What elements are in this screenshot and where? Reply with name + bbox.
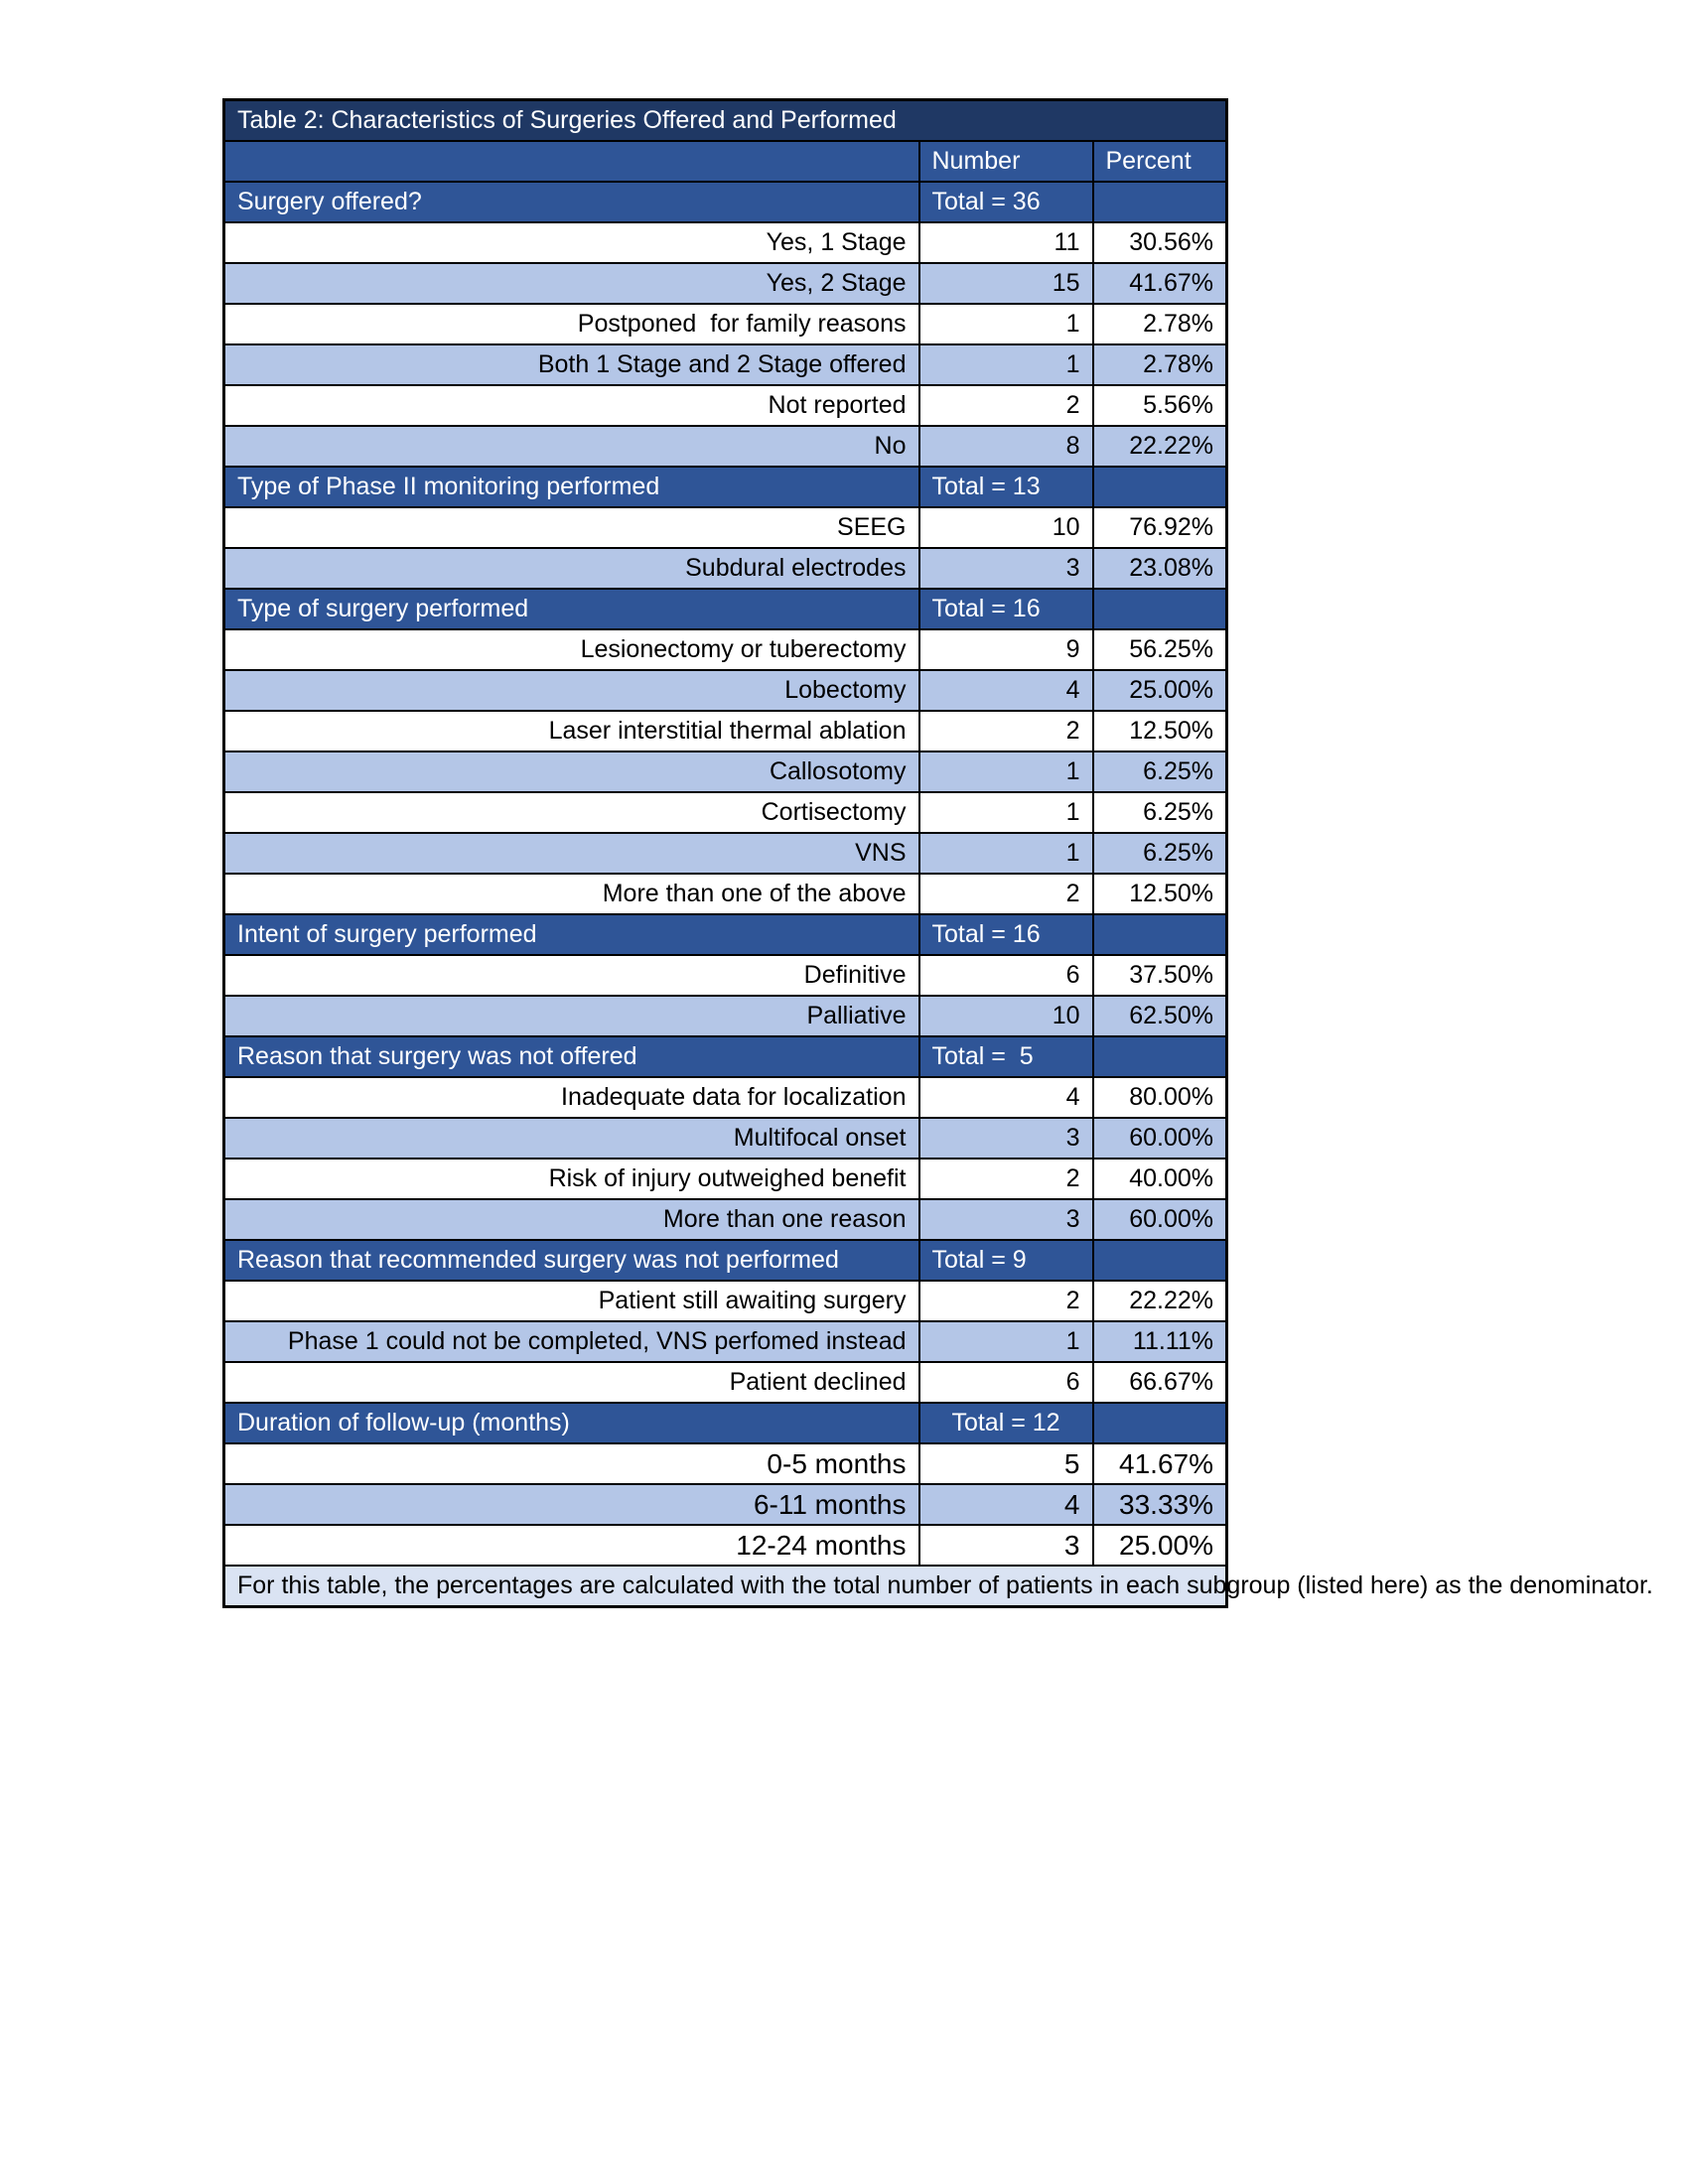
- section-header-row: [224, 182, 1227, 222]
- section-empty-cell: [1093, 182, 1227, 222]
- row-number: 6: [919, 1362, 1093, 1403]
- row-label: SEEG: [224, 507, 919, 548]
- row-label: More than one of the above: [224, 874, 919, 914]
- row-label: Callosotomy: [224, 751, 919, 792]
- section-label: Duration of follow-up (months): [224, 1403, 919, 1443]
- row-number: 1: [919, 833, 1093, 874]
- table-row: [224, 1362, 1227, 1403]
- row-percent: 60.00%: [1093, 1199, 1227, 1240]
- row-label: Patient declined: [224, 1362, 919, 1403]
- row-number: 4: [919, 670, 1093, 711]
- row-label: Lobectomy: [224, 670, 919, 711]
- table-row: [224, 222, 1227, 263]
- section-total: Total = 16: [919, 589, 1093, 629]
- section-header-row: [224, 1240, 1227, 1281]
- row-number: 3: [919, 1199, 1093, 1240]
- section-label: Surgery offered?: [224, 182, 919, 222]
- table-row: [224, 1321, 1227, 1362]
- row-percent: 41.67%: [1093, 1443, 1227, 1484]
- row-percent: 66.67%: [1093, 1362, 1227, 1403]
- row-number: 8: [919, 426, 1093, 467]
- table-row: [224, 1484, 1227, 1525]
- column-header-row: [224, 141, 1227, 182]
- section-total: Total = 36: [919, 182, 1093, 222]
- table-title: Table 2: Characteristics of Surgeries Offered and Performed: [224, 100, 1227, 142]
- header-percent: Percent: [1093, 141, 1227, 182]
- header-empty-cell: [224, 141, 919, 182]
- row-percent: 11.11%: [1093, 1321, 1227, 1362]
- row-percent: 40.00%: [1093, 1159, 1227, 1199]
- row-label: VNS: [224, 833, 919, 874]
- table-row: [224, 1199, 1227, 1240]
- table-row: [224, 1077, 1227, 1118]
- row-number: 10: [919, 507, 1093, 548]
- row-label: No: [224, 426, 919, 467]
- row-number: 1: [919, 792, 1093, 833]
- row-number: 3: [919, 1118, 1093, 1159]
- row-number: 15: [919, 263, 1093, 304]
- table-row: [224, 1525, 1227, 1566]
- row-percent: 33.33%: [1093, 1484, 1227, 1525]
- section-label: Type of surgery performed: [224, 589, 919, 629]
- row-percent: 12.50%: [1093, 711, 1227, 751]
- row-number: 3: [919, 1525, 1093, 1566]
- table-row: [224, 833, 1227, 874]
- row-label: Phase 1 could not be completed, VNS perfomed instead: [224, 1321, 919, 1362]
- table-footnote: For this table, the percentages are calculated with the total number of patients in each subgroup (listed here) as the denominator.: [224, 1566, 1227, 1607]
- row-label: Subdural electrodes: [224, 548, 919, 589]
- row-number: 2: [919, 874, 1093, 914]
- row-percent: 23.08%: [1093, 548, 1227, 589]
- row-number: 2: [919, 1159, 1093, 1199]
- row-number: 2: [919, 1281, 1093, 1321]
- table-title-row: [224, 100, 1227, 142]
- row-number: 4: [919, 1077, 1093, 1118]
- table-row: [224, 996, 1227, 1036]
- section-total: Total = 9: [919, 1240, 1093, 1281]
- row-number: 1: [919, 344, 1093, 385]
- row-number: 11: [919, 222, 1093, 263]
- table-row: [224, 344, 1227, 385]
- row-number: 1: [919, 1321, 1093, 1362]
- row-label: Not reported: [224, 385, 919, 426]
- row-number: 1: [919, 751, 1093, 792]
- table-row: [224, 874, 1227, 914]
- table-row: [224, 1281, 1227, 1321]
- row-percent: 62.50%: [1093, 996, 1227, 1036]
- section-empty-cell: [1093, 1036, 1227, 1077]
- row-label: Postponed for family reasons: [224, 304, 919, 344]
- header-number: Number: [919, 141, 1093, 182]
- row-label: Lesionectomy or tuberectomy: [224, 629, 919, 670]
- row-percent: 25.00%: [1093, 670, 1227, 711]
- row-label: Inadequate data for localization: [224, 1077, 919, 1118]
- row-percent: 60.00%: [1093, 1118, 1227, 1159]
- section-total: Total = 16: [919, 914, 1093, 955]
- section-header-row: [224, 467, 1227, 507]
- row-label: Cortisectomy: [224, 792, 919, 833]
- section-header-row: [224, 589, 1227, 629]
- row-number: 2: [919, 711, 1093, 751]
- table-row: [224, 426, 1227, 467]
- section-header-row: [224, 1403, 1227, 1443]
- row-number: 6: [919, 955, 1093, 996]
- row-percent: 30.56%: [1093, 222, 1227, 263]
- row-number: 4: [919, 1484, 1093, 1525]
- section-empty-cell: [1093, 467, 1227, 507]
- row-label: Definitive: [224, 955, 919, 996]
- row-percent: 2.78%: [1093, 344, 1227, 385]
- section-header-row: [224, 1036, 1227, 1077]
- section-label: Reason that surgery was not offered: [224, 1036, 919, 1077]
- row-percent: 12.50%: [1093, 874, 1227, 914]
- row-label: Palliative: [224, 996, 919, 1036]
- table-row: [224, 304, 1227, 344]
- row-number: 9: [919, 629, 1093, 670]
- table-row: [224, 711, 1227, 751]
- row-percent: 76.92%: [1093, 507, 1227, 548]
- section-header-row: [224, 914, 1227, 955]
- row-label: Yes, 1 Stage: [224, 222, 919, 263]
- row-label: 6-11 months: [224, 1484, 919, 1525]
- row-label: Both 1 Stage and 2 Stage offered: [224, 344, 919, 385]
- row-percent: 41.67%: [1093, 263, 1227, 304]
- row-number: 5: [919, 1443, 1093, 1484]
- section-total: Total = 12: [919, 1403, 1093, 1443]
- row-percent: 2.78%: [1093, 304, 1227, 344]
- section-label: Type of Phase II monitoring performed: [224, 467, 919, 507]
- row-percent: 22.22%: [1093, 1281, 1227, 1321]
- table-row: [224, 670, 1227, 711]
- section-empty-cell: [1093, 589, 1227, 629]
- table-row: [224, 955, 1227, 996]
- section-label: Intent of surgery performed: [224, 914, 919, 955]
- section-empty-cell: [1093, 1240, 1227, 1281]
- table-row: [224, 1159, 1227, 1199]
- table-row: [224, 1118, 1227, 1159]
- row-percent: 6.25%: [1093, 751, 1227, 792]
- row-percent: 37.50%: [1093, 955, 1227, 996]
- row-number: 3: [919, 548, 1093, 589]
- row-label: Patient still awaiting surgery: [224, 1281, 919, 1321]
- section-empty-cell: [1093, 914, 1227, 955]
- row-label: 12-24 months: [224, 1525, 919, 1566]
- row-label: Laser interstitial thermal ablation: [224, 711, 919, 751]
- row-percent: 5.56%: [1093, 385, 1227, 426]
- table-row: [224, 548, 1227, 589]
- row-label: Multifocal onset: [224, 1118, 919, 1159]
- row-percent: 25.00%: [1093, 1525, 1227, 1566]
- table-row: [224, 751, 1227, 792]
- row-label: Risk of injury outweighed benefit: [224, 1159, 919, 1199]
- section-total: Total = 13: [919, 467, 1093, 507]
- table-row: [224, 507, 1227, 548]
- table-row: [224, 1443, 1227, 1484]
- row-label: More than one reason: [224, 1199, 919, 1240]
- row-number: 1: [919, 304, 1093, 344]
- table-row: [224, 385, 1227, 426]
- section-total: Total = 5: [919, 1036, 1093, 1077]
- row-percent: 6.25%: [1093, 792, 1227, 833]
- table-row: [224, 792, 1227, 833]
- table-row: [224, 629, 1227, 670]
- row-percent: 6.25%: [1093, 833, 1227, 874]
- row-number: 10: [919, 996, 1093, 1036]
- row-label: Yes, 2 Stage: [224, 263, 919, 304]
- table-row: [224, 263, 1227, 304]
- table-footnote-row: [224, 1566, 1227, 1607]
- characteristics-table: [222, 98, 1653, 1608]
- section-label: Reason that recommended surgery was not performed: [224, 1240, 919, 1281]
- row-percent: 80.00%: [1093, 1077, 1227, 1118]
- row-label: 0-5 months: [224, 1443, 919, 1484]
- section-empty-cell: [1093, 1403, 1227, 1443]
- row-percent: 56.25%: [1093, 629, 1227, 670]
- row-percent: 22.22%: [1093, 426, 1227, 467]
- row-number: 2: [919, 385, 1093, 426]
